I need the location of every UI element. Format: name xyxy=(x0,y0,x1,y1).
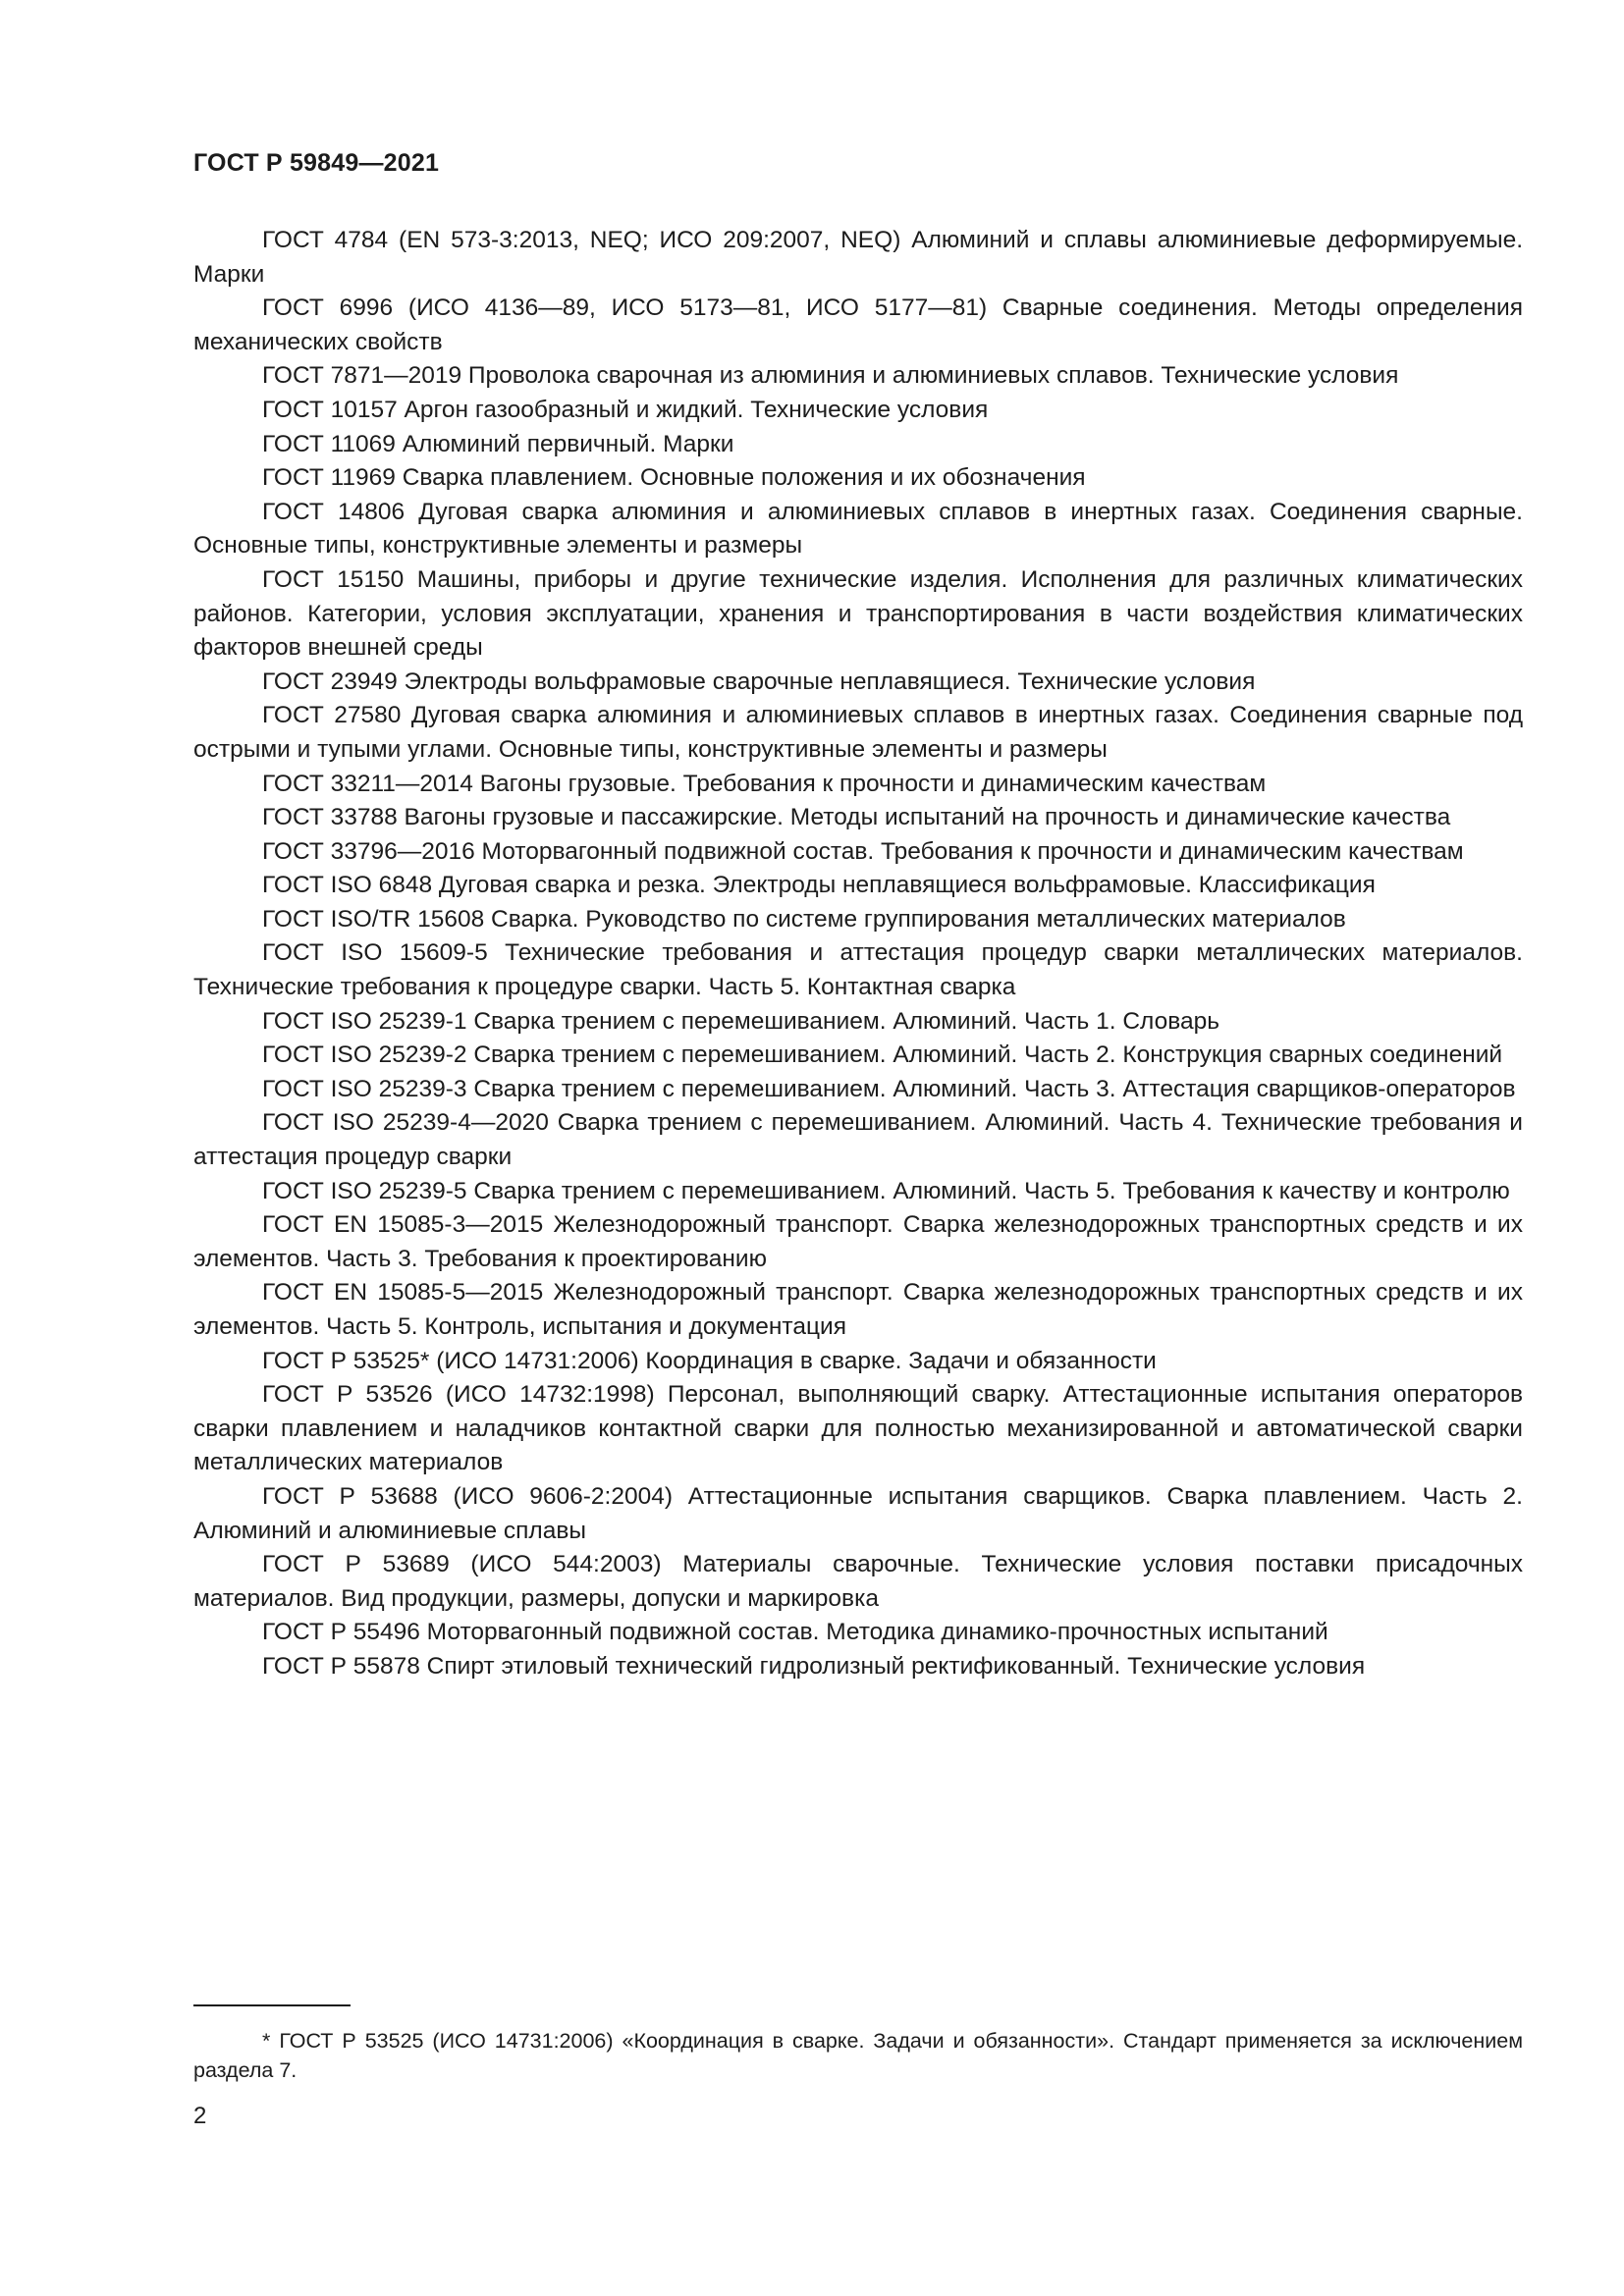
reference-item: ГОСТ 15150 Машины, приборы и другие технические изделия. Исполнения для различных климатических районов. Категории, условия эксплуатации, хранения и транспортирования в части воздействия климатических факторов внешней среды xyxy=(193,565,1523,662)
page-number: 2 xyxy=(193,2103,207,2129)
reference-item: ГОСТ ISO 25239-1 Сварка трением с перемешиванием. Алюминий. Часть 1. Словарь xyxy=(262,1007,1220,1035)
normative-references-list xyxy=(193,224,1523,1684)
reference-item: ГОСТ Р 53688 (ИСО 9606-2:2004) Аттестационные испытания сварщиков. Сварка плавлением. Часть 2. Алюминий и алюминиевые сплавы xyxy=(193,1482,1523,1544)
reference-item: ГОСТ 27580 Дуговая сварка алюминия и алюминиевых сплавов в инертных газах. Соединения сварные под острыми и тупыми углами. Основные типы, конструктивные элементы и размеры xyxy=(193,702,1523,763)
reference-item: ГОСТ 14806 Дуговая сварка алюминия и алюминиевых сплавов в инертных газах. Соединения сварные. Основные типы, конструктивные элементы и размеры xyxy=(193,498,1523,560)
reference-item: ГОСТ EN 15085-5—2015 Железнодорожный транспорт. Сварка железнодорожных транспортных средств и их элементов. Часть 5. Контроль, испытания и документация xyxy=(193,1279,1523,1340)
reference-item: ГОСТ Р 53525* (ИСО 14731:2006) Координация в сварке. Задачи и обязанности xyxy=(262,1347,1157,1374)
reference-item: ГОСТ 10157 Аргон газообразный и жидкий. Технические условия xyxy=(262,396,989,423)
page-header-doc-id: ГОСТ Р 59849—2021 xyxy=(193,149,440,177)
reference-item: ГОСТ 7871—2019 Проволока сварочная из алюминия и алюминиевых сплавов. Технические условия xyxy=(262,362,1399,390)
footnote: * ГОСТ Р 53525 (ИСО 14731:2006) «Координация в сварке. Задачи и обязанности». Стандарт применяется за исключением раздела 7. xyxy=(193,2029,1523,2082)
reference-item: ГОСТ Р 53526 (ИСО 14732:1998) Персонал, выполняющий сварку. Аттестационные испытания операторов сварки плавлением и наладчиков контактной сварки для полностью механизированной и автоматической сварки металлических материалов xyxy=(193,1381,1523,1476)
reference-item: ГОСТ Р 55878 Спирт этиловый технический гидролизный ректификованный. Технические условия xyxy=(262,1652,1366,1680)
footnote-divider xyxy=(193,2004,351,2006)
reference-item: ГОСТ ISO 25239-5 Сварка трением с перемешиванием. Алюминий. Часть 5. Требования к качеству и контролю xyxy=(262,1177,1510,1204)
reference-item: ГОСТ 6996 (ИСО 4136—89, ИСО 5173—81, ИСО 5177—81) Сварные соединения. Методы определения механических свойств xyxy=(193,294,1523,355)
reference-item: ГОСТ ISO 25239-3 Сварка трением с перемешиванием. Алюминий. Часть 3. Аттестация сварщиков-операторов xyxy=(262,1075,1516,1102)
reference-item: ГОСТ 4784 (EN 573-3:2013, NEQ; ИСО 209:2007, NEQ) Алюминий и сплавы алюминиевые деформируемые. Марки xyxy=(193,227,1523,288)
reference-item: ГОСТ Р 53689 (ИСО 544:2003) Материалы сварочные. Технические условия поставки присадочных материалов. Вид продукции, размеры, допуски и маркировка xyxy=(193,1551,1523,1612)
reference-item: ГОСТ ISO 15609-5 Технические требования и аттестация процедур сварки металлических материалов. Технические требования к процедуре сварки. Часть 5. Контактная сварка xyxy=(193,939,1523,1001)
reference-item: ГОСТ Р 55496 Моторвагонный подвижной состав. Методика динамико-прочностных испытаний xyxy=(262,1619,1328,1646)
reference-item: ГОСТ 33788 Вагоны грузовые и пассажирские. Методы испытаний на прочность и динамические качества xyxy=(262,804,1451,831)
reference-item: ГОСТ 11069 Алюминий первичный. Марки xyxy=(262,430,734,457)
reference-item: ГОСТ ISO 25239-2 Сварка трением с перемешиванием. Алюминий. Часть 2. Конструкция сварных соединений xyxy=(262,1041,1503,1069)
reference-item: ГОСТ ISO 25239-4—2020 Сварка трением с перемешиванием. Алюминий. Часть 4. Технические требования и аттестация процедур сварки xyxy=(193,1109,1523,1171)
reference-item: ГОСТ ISO 6848 Дуговая сварка и резка. Электроды неплавящиеся вольфрамовые. Классификация xyxy=(262,872,1376,899)
reference-item: ГОСТ 33796—2016 Моторвагонный подвижной состав. Требования к прочности и динамическим качествам xyxy=(262,837,1464,865)
reference-item: ГОСТ 23949 Электроды вольфрамовые сварочные неплавящиеся. Технические условия xyxy=(262,667,1256,695)
reference-item: ГОСТ 11969 Сварка плавлением. Основные положения и их обозначения xyxy=(262,464,1086,492)
reference-item: ГОСТ EN 15085-3—2015 Железнодорожный транспорт. Сварка железнодорожных транспортных средств и их элементов. Часть 3. Требования к проектированию xyxy=(193,1211,1523,1272)
reference-item: ГОСТ ISO/TR 15608 Сварка. Руководство по системе группирования металлических материалов xyxy=(262,905,1346,933)
reference-item: ГОСТ 33211—2014 Вагоны грузовые. Требования к прочности и динамическим качествам xyxy=(262,770,1267,797)
